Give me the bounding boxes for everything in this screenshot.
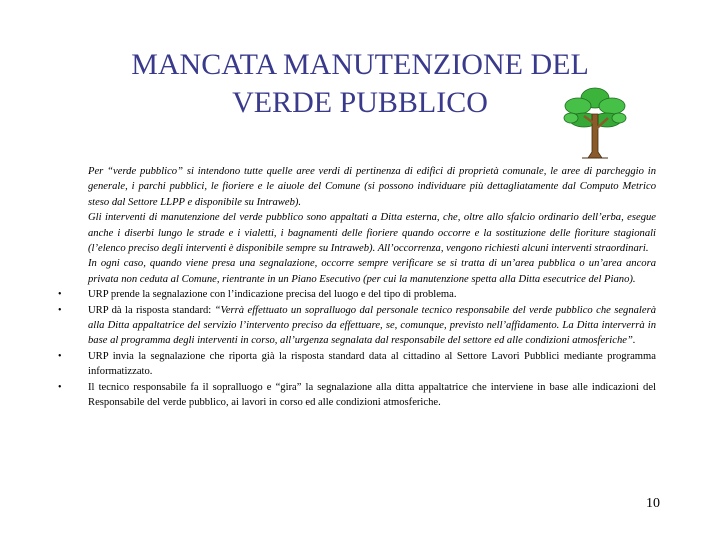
slide-title-line-2: VERDE PUBBLICO (232, 86, 488, 119)
bullet-technician-inspection: • Il tecnico responsabile fa il sopralluogo e “gira” la segnalazione alla ditta appaltatrice che interviene in base alle indicazioni del Responsabile del verde pubblico, ai lavori in corso ed alle condizioni atmosferiche. (88, 380, 656, 411)
tree-icon (562, 80, 628, 160)
bullet-urp-report: • URP prende la segnalazione con l’indicazione precisa del luogo e del tipo di problema. (88, 287, 656, 302)
slide-title-line-1: MANCATA MANUTENZIONE DEL (131, 48, 589, 81)
slide-body (88, 164, 656, 411)
page-number: 10 (646, 496, 660, 511)
bullet-lead-text: URP dà la risposta standard: (88, 304, 215, 316)
bullet-urp-forward: • URP invia la segnalazione che riporta già la risposta standard data al cittadino al Settore Lavori Pubblici mediante programma informatizzato. (88, 349, 656, 380)
bullet-urp-standard-answer (88, 303, 656, 349)
paragraph-verde-definition: Per “verde pubblico” si intendono tutte quelle aree verdi di pertinenza di edifici di proprietà comunale, le aree di parcheggio in generale, i parchi pubblici, le fioriere e le aiuole del Comune (si possono individuare più dettagliatamente dal Computo Metrico steso dal Settore LLPP e disponibile su Intraweb). (88, 166, 656, 208)
paragraph-public-area-check: In ogni caso, quando viene presa una segnalazione, occorre sempre verificare se si tratta di un’area pubblica o un’area ancora privata non ceduta al Comune, rientrante in un Piano Esecutivo (per cui la manutenzione spetta alla Ditta esecutrice del Piano). (88, 258, 656, 285)
paragraph-maintenance-contract: Gli interventi di manutenzione del verde pubblico sono appaltati a Ditta esterna, che, oltre allo sfalcio ordinario dell’erba, esegue anche i diserbi lungo le strade e i vialetti, i bagnamenti delle fioriere quando occorre e la sostituzione delle fioriture stagionali (l’elenco preciso degli interventi è disponibile sempre su Intraweb). All’occorrenza, vengono richiesti alcuni interventi straordinari. (88, 212, 656, 255)
standard-answer-quote: “Verrà effettuato un sopralluogo dal personale tecnico responsabile del verde pubblico che segnalerà alla Ditta appaltatrice del servizio l’intervento preciso da effettuare, se, comunque, previsto nell’affidamento. La Ditta interverrà in base al programma degli interventi in corso, all’urgenza segnalata dal responsabile del settore ed alle condizioni atmosferiche”. (88, 304, 656, 347)
slide-title (90, 46, 630, 122)
